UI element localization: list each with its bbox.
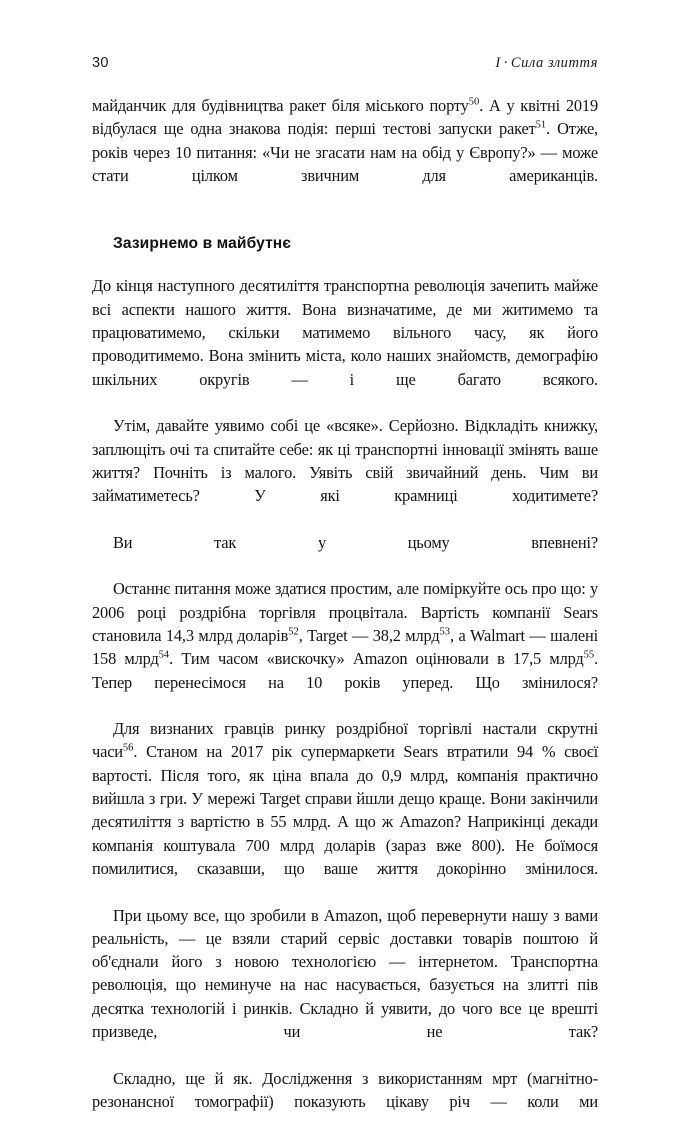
running-head-title bbox=[495, 55, 598, 72]
footnote-marker[interactable]: 53 bbox=[439, 626, 450, 638]
footnote-marker[interactable]: 50 bbox=[468, 96, 480, 108]
footnote-marker[interactable]: 52 bbox=[288, 626, 299, 638]
paragraph-1: До кінця наступного десятиліття транспортна революція зачепить майже всі аспекти нашого життя. Вона визначатиме, де ми житимемо та працюватимемо, скільки матимемо вільного часу, як його проводитимемо. Вона змінить міста, коло наших знайомств, демографію шкільних округів — і ще багато всякого. bbox=[92, 276, 598, 389]
paragraph-2: Утім, давайте уявимо собі це «всяке». Серйозно. Відкладіть книжку, заплющіть очі та спитайте себе: як ці транспортні інновації змінять ваше життя? Почніть із малого. Уявіть свій звичайний день. Чим ви займатиметесь? У які крамниці ходитимете? bbox=[92, 416, 598, 506]
paragraph-4: Останнє питання може здатися простим, але поміркуйте ось про що: у 2006 році роздрібна торгівля процвітала. Вартість компанії Sears становила 14,3 млрд доларів$^{52}$, Target — 38,2 млрд$^{53}$, а Walmart — шалені 158 млрд$^{54}$. Тим часом «вискочку» Amazon оцінювали в 17,5 млрд$^{55}$. Тепер перенесімося на 10 років уперед. Що змінилося? bbox=[92, 579, 599, 692]
paragraph-7: Складно, ще й як. Дослідження з використанням мрт (магнітно-резонансної томографії) показують цікаву річ — коли ми bbox=[92, 1068, 598, 1111]
footnote-marker[interactable]: 55 bbox=[583, 649, 595, 661]
paragraph-6: При цьому все, що зробили в Amazon, щоб перевернути нашу з вами реальність, — це взяли старий сервіс доставки товарів поштою й об'єднали його з новою технологією — інтернетом. Транспортна революція, що неминуче на нас насувається, базується на злитті пів десятка технологій і ринків. Складно й уявити, до чого все це врешті призведе, чи не так? bbox=[92, 905, 598, 1041]
section-heading: Зазирнемо в майбутнє bbox=[113, 235, 292, 253]
spacer-before-heading bbox=[92, 210, 598, 232]
footnote-marker[interactable]: 51 bbox=[535, 119, 547, 131]
part-numeral: I bbox=[495, 55, 501, 71]
page-number: 30 bbox=[92, 55, 109, 71]
footnote-marker[interactable]: 54 bbox=[158, 649, 170, 661]
footnote-marker[interactable]: 56 bbox=[122, 742, 134, 754]
paragraph-continued: майданчик для будівництва ракет біля міського порту$^{50}$. А у квітні 2019 відбулася ще одна знакова подія: перші тестові запуски ракет$^{51}$. Отже, років через 10 питання: «Чи не згасати нам на обід у Європу?» — може стати цілком звичним для американців. bbox=[92, 96, 598, 185]
paragraph-3: Ви так у цьому впевнені? bbox=[113, 532, 598, 552]
running-head-separator: · bbox=[503, 55, 508, 71]
text-column bbox=[92, 94, 598, 1136]
paragraph-5: Для визнаних гравців ринку роздрібної торгівлі настали скрутні часи$^{56}$. Станом на 2017 рік супермаркети Sears втратили 94 % своєї вартості. Після того, як ціна впала до 0,9 млрд, компанія практично вийшла з гри. У мережі Target справи йшли дещо краще. Вони закінчили десятиліття з вартістю в 55 млрд. А що ж Amazon? Наприкінці декади компанія коштувала 700 млрд доларів (зараз вже 800). Не боїмося помилитися, сказавши, що ваше життя докорінно змінилося. bbox=[92, 719, 598, 878]
running-head bbox=[92, 55, 598, 77]
running-head-chapter-title: Сила злиття bbox=[510, 55, 598, 71]
spacer-after-heading bbox=[92, 255, 598, 274]
